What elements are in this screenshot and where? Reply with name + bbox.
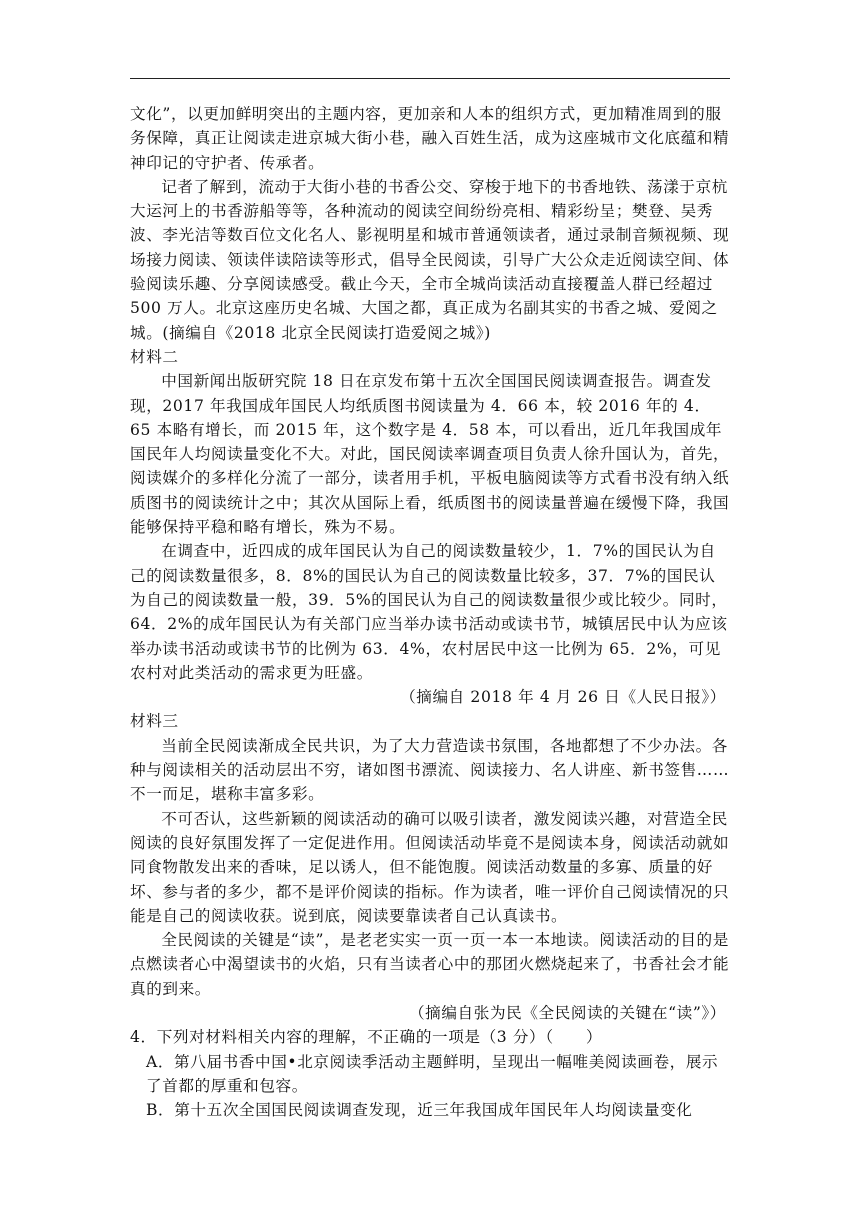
option-b: B．第十五次全国国民阅读调查发现，近三年我国成年国民年人均阅读量变化: [146, 1101, 693, 1120]
material2-paragraph-2: 在调查中，近四成的成年国民认为自己的阅读数量较少，1．7%的国民认为自己的阅读数量很多，8．8%的国民认为自己的阅读数量比较多，37．7%的国民认为自己的阅读数量一般，39．5%的国民认为自己的阅读数量很少或比较少。同时，64．2%的成年国民认为有关部门应当举办读书活动或读书节，城镇居民中认为应该举办读书活动或读书节的比例为 63．4%，农村居民中这一比例为 65．2%，可见农村对此类活动的需求更为旺盛。: [130, 542, 728, 682]
question-4: 4．下列对材料相关内容的理解，不正确的一项是（3 分）（ ）: [130, 1028, 603, 1047]
material1-tail: 文化”，以更加鲜明突出的主题内容，更加亲和人本的组织方式，更加精准周到的服务保障，真正让阅读走进京城大街小巷，融入百姓生活，成为这座城市文化底蕴和精神印记的守护者、传承者。: [130, 105, 730, 172]
option-a: A．第八届书香中国•北京阅读季活动主题鲜明，呈现出一幅唯美阅读画卷，展示了首都的厚重和包容。: [146, 1052, 719, 1095]
material2-paragraph-1: 中国新闻出版研究院 18 日在京发布第十五次全国国民阅读调查报告。调查发现，2017 年我国成年国民人均纸质图书阅读量为 4．66 本，较 2016 年的 4．65 本略有增长，而 2015 年，这个数字是 4．58 本，可以看出，近几年我国成年国民年人均阅读量变化不大。对此，国民阅读率调查项目负责人徐升国认为，首先，阅读媒介的多样化分流了一部分，读者用手机，平板电脑阅读等方式看书没有纳入纸质图书的阅读统计之中；其次从国际上看，纸质图书的阅读量普遍在缓慢下降，我国能够保持平稳和略有增长，殊为不易。: [130, 372, 730, 537]
material3-paragraph-2: 不可否认，这些新颖的阅读活动的确可以吸引读者，激发阅读兴趣，对营造全民阅读的良好氛围发挥了一定促进作用。但阅读活动毕竟不是阅读本身，阅读活动就如同食物散发出来的香味，足以诱人，但不能饱腹。阅读活动数量的多寡、质量的好坏、参与者的多少，都不是评价阅读的指标。作为读者，唯一评价自己阅读情况的只能是自己的阅读收获。说到底，阅读要靠读者自己认真读书。: [130, 809, 730, 925]
material3-paragraph-3: 全民阅读的关键是“读”，是老老实实一页一页一本一本地读。阅读活动的目的是点燃读者心中渴望读书的火焰，只有当读者心中的那团火燃烧起来了，书香社会才能真的到来。: [130, 931, 730, 998]
document-body: [130, 102, 730, 1122]
material2-source: （摘编自 2018 年 4 月 26 日《人民日报》）: [400, 688, 726, 707]
material3-heading: 材料三: [130, 712, 179, 731]
header-rule: [130, 78, 730, 79]
material3-source: （摘编自张为民《全民阅读的关键在“读”》）: [408, 1003, 726, 1022]
material3-paragraph-1: 当前全民阅读渐成全民共识，为了大力营造读书氛围，各地都想了不少办法。各种与阅读相关的活动层出不穷，诸如图书漂流、阅读接力、名人讲座、新书签售……不一而足，堪称丰富多彩。: [130, 736, 730, 804]
material1-paragraph: 记者了解到，流动于大街小巷的书香公交、穿梭于地下的书香地铁、荡漾于京杭大运河上的书香游船等等，各种流动的阅读空间纷纷亮相、精彩纷呈；樊登、吴秀波、李光洁等数百位文化名人、影视明星和城市普通领读者，通过录制音频视频、现场接力阅读、领读伴读陪读等形式，倡导全民阅读，引导广大公众走近阅读空间、体验阅读乐趣、分享阅读感受。截止今天，全市全城尚读活动直接覆盖人群已经超过 500 万人。北京这座历史名城、大国之都，真正成为名副其实的书香之城、爱阅之城。(摘编自《2018 北京全民阅读打造爱阅之城》): [130, 177, 730, 342]
material2-heading: 材料二: [130, 347, 179, 366]
